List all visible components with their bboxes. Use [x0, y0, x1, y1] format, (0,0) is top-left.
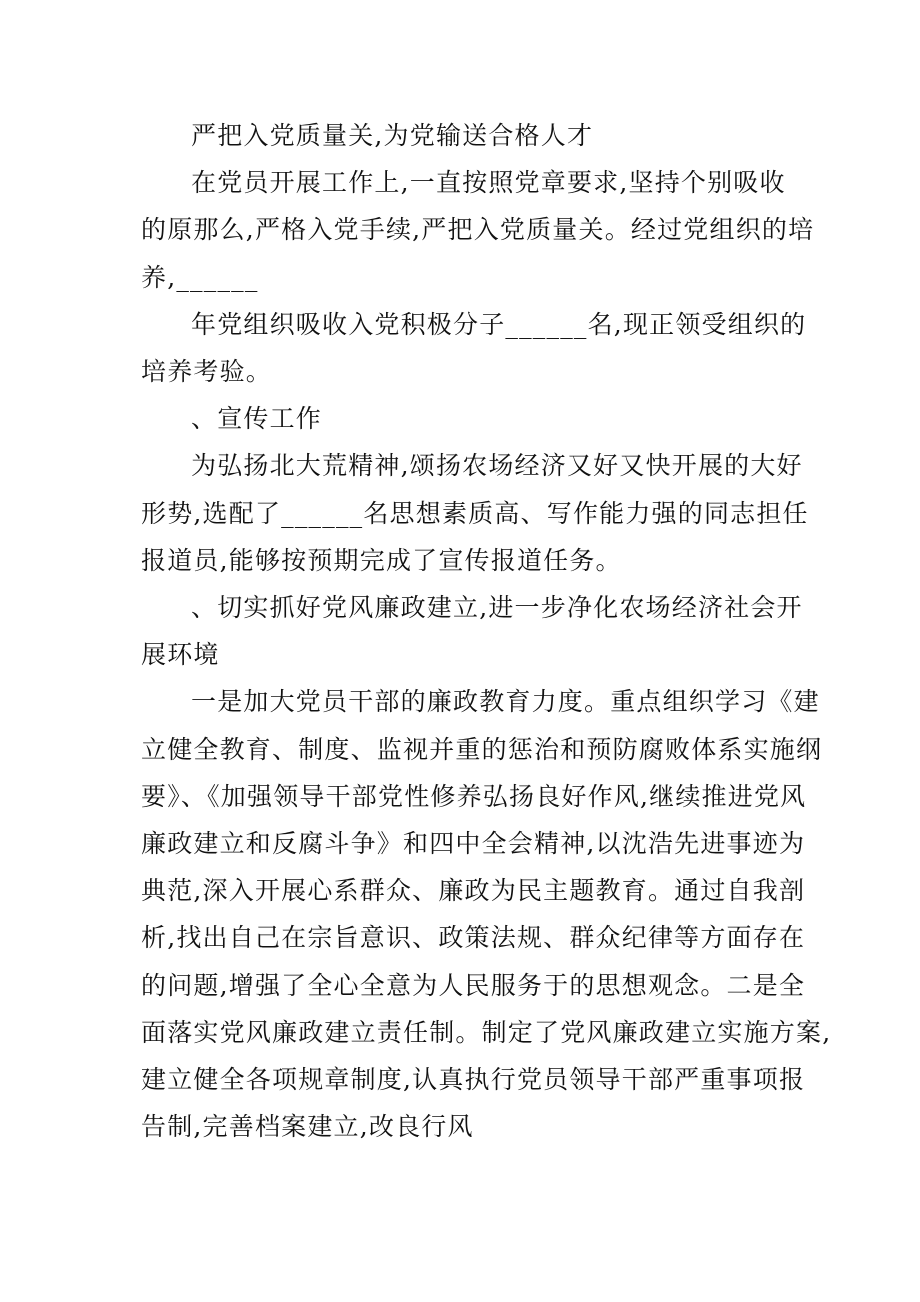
text-line: 形势,选配了______名思想素质高、写作能力强的同志担任 [141, 498, 809, 528]
text-line: 面落实党风廉政建立责任制。制定了党风廉政建立实施方案, [141, 1017, 832, 1047]
text-line: 要》、《加强领导干部党性修养弘扬良好作风,继续推进党风 [141, 781, 807, 811]
text-line: 年党组织吸收入党积极分子______名,现正领受组织的 [191, 309, 807, 339]
text-line: 在党员开展工作上,一直按照党章要求,坚持个别吸收 [191, 168, 786, 198]
text-line: 培养考验。 [141, 357, 273, 387]
text-line: 一是加大党员干部的廉政教育力度。重点组织学习《建 [191, 687, 820, 717]
text-line: 为弘扬北大荒精神,颂扬农场经济又好又快开展的大好 [191, 451, 803, 481]
text-line: 养,______ [141, 262, 259, 292]
text-line: 的问题,增强了全心全意为人民服务于的思想观念。二是全 [141, 970, 806, 1000]
text-line: 典范,深入开展心系群众、廉政为民主题教育。通过自我剖 [141, 876, 806, 906]
text-line: 的原那么,严格入党手续,严把入党质量关。经过党组织的培 [141, 215, 815, 245]
document-body [141, 112, 832, 1150]
text-line: 建立健全各项规章制度,认真执行党员领导干部严重事项报 [141, 1065, 806, 1095]
text-line: 析,找出自己在宗旨意识、政策法规、群众纪律等方面存在 [141, 923, 806, 953]
text-line: 告制,完善档案建立,改良行风 [141, 1112, 474, 1142]
heading-party-quality: 严把入党质量关,为党输送合格人才 [191, 121, 594, 150]
text-line: 展环境 [141, 640, 220, 670]
heading-clean-government: 、切实抓好党风廉政建立,进一步净化农场经济社会开 [191, 593, 803, 623]
heading-publicity-work: 、宣传工作 [191, 404, 323, 434]
text-line: 报道员,能够按预期完成了宣传报道任务。 [141, 545, 622, 575]
text-line: 廉政建立和反腐斗争》和四中全会精神,以沈浩先进事迹为 [141, 829, 806, 859]
text-line: 立健全教育、制度、监视并重的惩治和预防腐败体系实施纲 [141, 734, 823, 764]
